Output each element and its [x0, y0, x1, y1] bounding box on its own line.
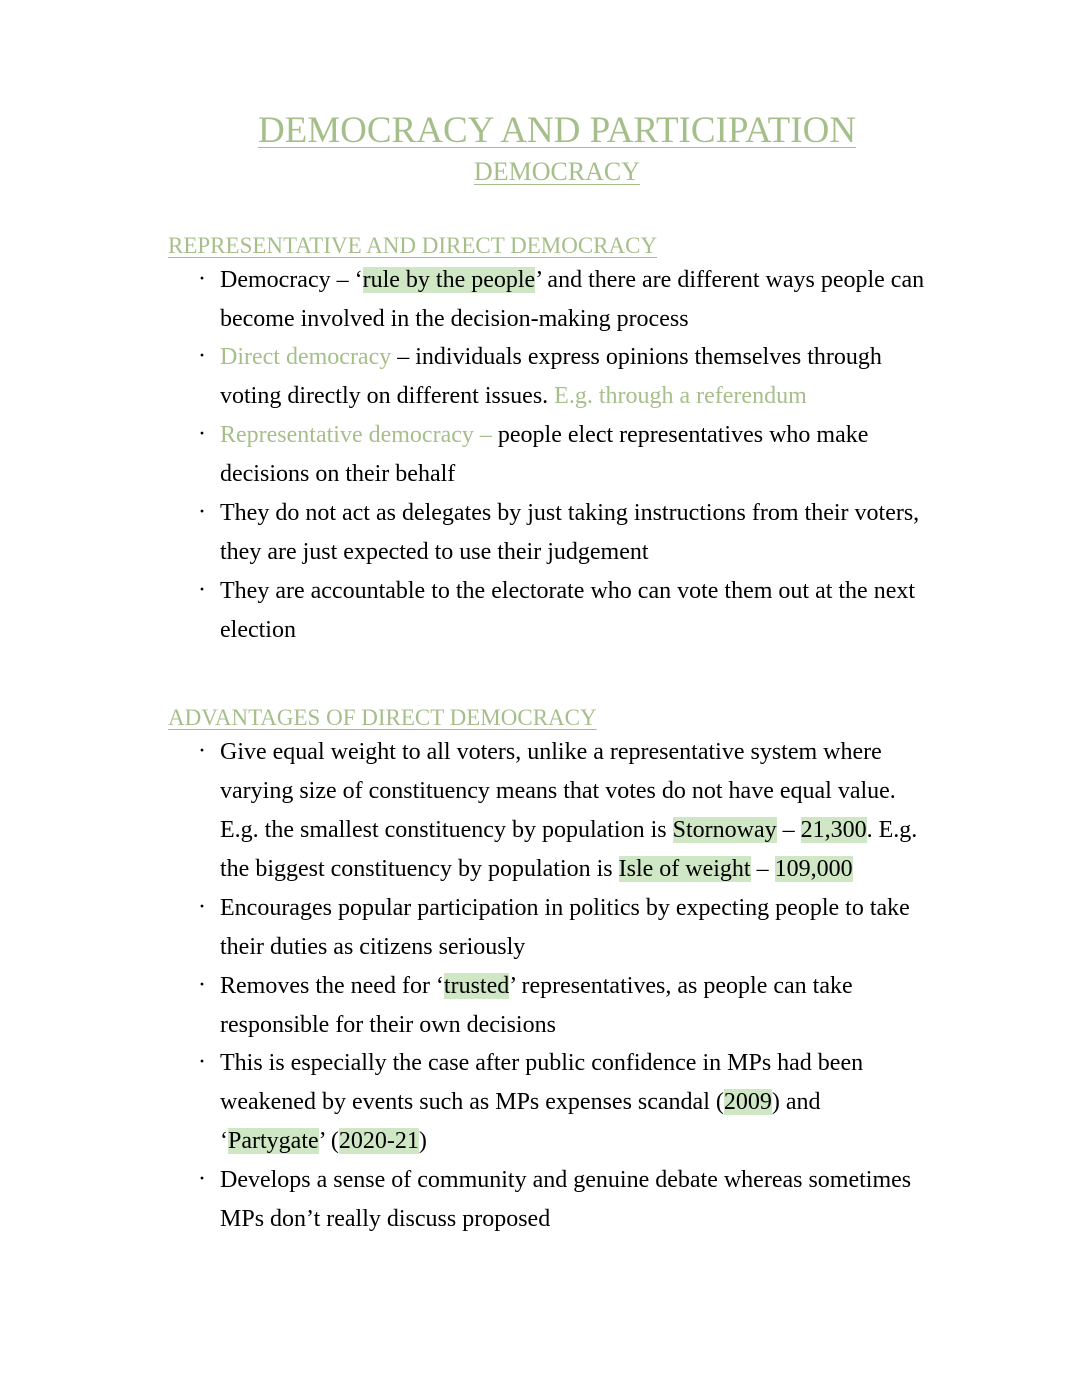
- section-advantages-of-direct-democracy: [168, 705, 928, 1238]
- highlighted-term: Isle of weight: [618, 856, 751, 883]
- emphasis-term: Direct democracy: [220, 344, 392, 371]
- list-item: [190, 1161, 928, 1239]
- highlighted-term: 109,000: [774, 856, 853, 883]
- text-run: They do not act as delegates by just taking instructions from their voters, they are just expected to use their judgement: [220, 499, 920, 565]
- text-run: Give equal weight to all voters, unlike a representative system where varying size of constituency means that votes do not have equal value. E.g. the smallest constituency by population is: [220, 739, 896, 844]
- text-run: Democracy – ‘: [220, 266, 363, 293]
- list-item: [190, 733, 928, 889]
- highlighted-term: trusted: [443, 972, 510, 999]
- highlighted-term: 2020-21: [338, 1128, 419, 1155]
- section-representative-and-direct-democracy: [168, 233, 928, 650]
- list-item: [190, 494, 928, 572]
- list-item: [190, 338, 928, 416]
- list-item: [190, 1044, 928, 1161]
- text-run: Removes the need for ‘: [220, 972, 444, 999]
- highlighted-term: Partygate: [228, 1128, 319, 1155]
- highlighted-term: Stornoway: [672, 817, 777, 844]
- document-body: [168, 112, 928, 1239]
- emphasis-term: Representative democracy –: [220, 422, 492, 449]
- text-run: ’ representatives, as people can take responsible for their own decisions: [220, 972, 853, 1038]
- list-item: [190, 261, 928, 339]
- list-item: [190, 967, 928, 1045]
- text-run: Develops a sense of community and genuine debate whereas sometimes MPs don’t really discuss proposed: [220, 1167, 912, 1232]
- text-run: This is especially the case after public confidence in MPs had been weakened by events such as MPs expenses scandal (: [220, 1050, 864, 1116]
- section-heading: REPRESENTATIVE AND DIRECT DEMOCRACY: [168, 232, 658, 258]
- text-run: ): [418, 1128, 427, 1155]
- bullet-list: [168, 261, 928, 650]
- text-run: – individuals express opinions themselves through voting directly on different issues.: [220, 344, 882, 410]
- page-title: DEMOCRACY AND PARTICIPATION: [257, 110, 857, 151]
- text-run: –: [776, 817, 801, 844]
- emphasis-term: E.g. through a referendum: [554, 383, 807, 410]
- list-item: [190, 572, 928, 650]
- text-run: ’ and there are different ways people can become involved in the decision-making process: [220, 266, 925, 332]
- text-run: They are accountable to the electorate who can vote them out at the next election: [220, 577, 916, 643]
- text-run: ) and ‘: [220, 1089, 821, 1155]
- text-run: –: [750, 856, 775, 883]
- list-item: [190, 416, 928, 494]
- highlighted-term: rule by the people: [362, 266, 536, 293]
- bullet-list: [168, 733, 928, 1238]
- list-item: [190, 889, 928, 967]
- highlighted-term: 2009: [723, 1089, 772, 1116]
- text-run: ’ (: [318, 1128, 339, 1155]
- text-run: . E.g. the biggest constituency by population is: [220, 817, 918, 883]
- highlighted-term: 21,300: [800, 817, 867, 844]
- page-subtitle: DEMOCRACY: [473, 156, 641, 186]
- section-heading: ADVANTAGES OF DIRECT DEMOCRACY: [168, 705, 597, 731]
- text-run: people elect representatives who make decisions on their behalf: [220, 422, 869, 488]
- text-run: Encourages popular participation in politics by expecting people to take their duties as citizens seriously: [220, 894, 910, 960]
